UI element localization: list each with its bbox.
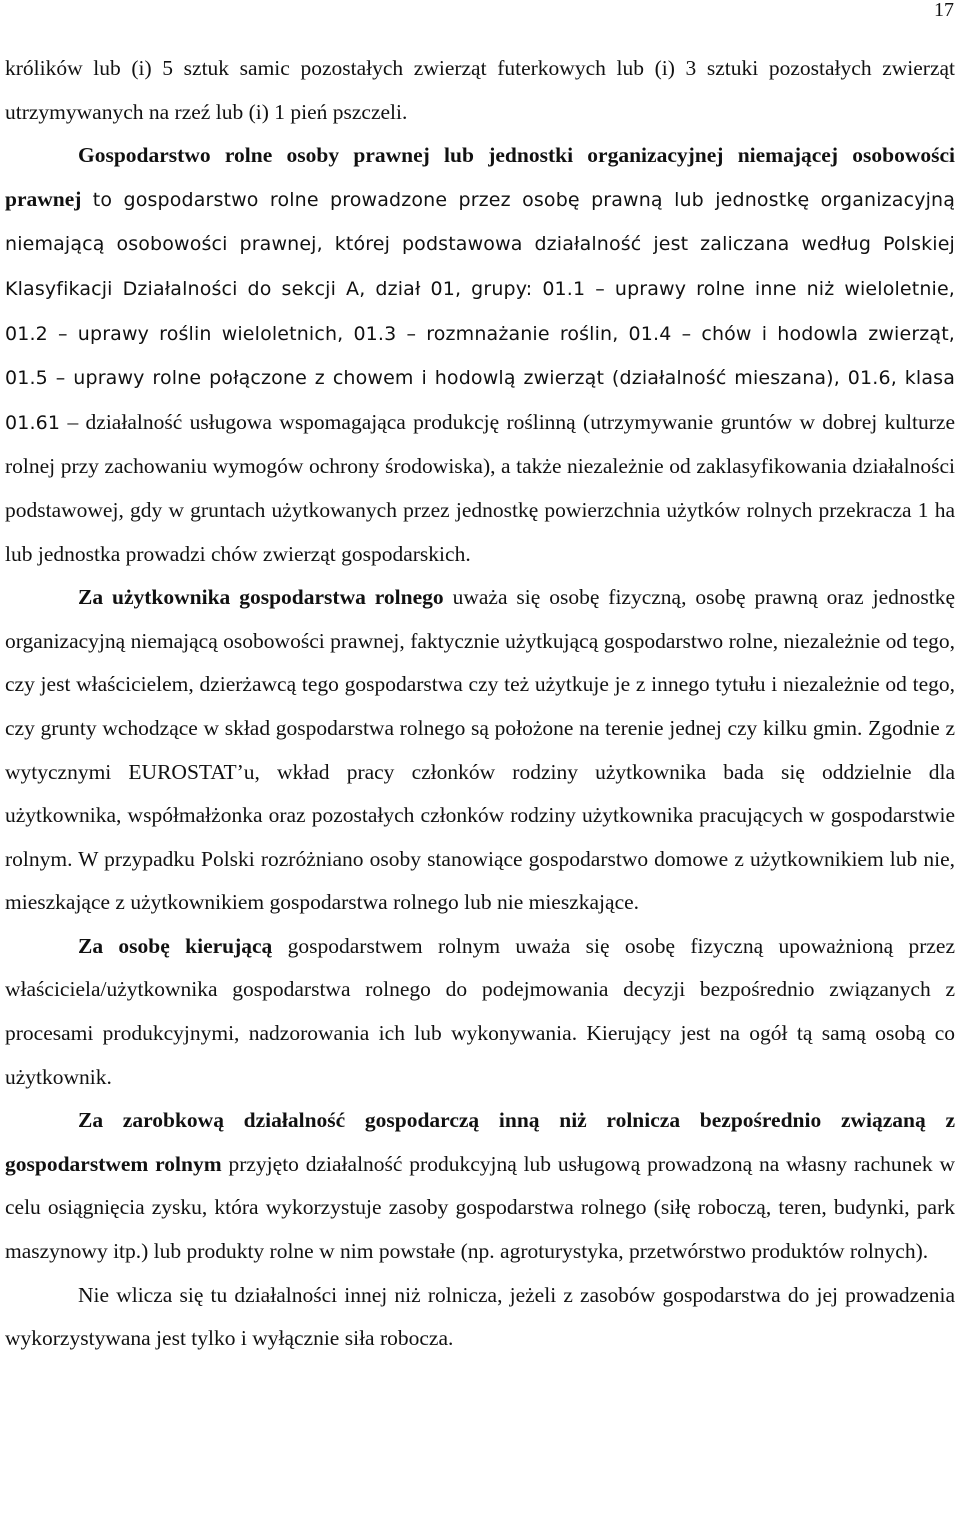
paragraph-text: uważa się osobę fizyczną, osobę prawną oraz jednostkę organizacyjną niemającą osobowości prawnej, faktycznie użytkującą gospodarstwo rolne, niezależnie od tego, czy jest właścicielem, dzierżawcą tego gospodarstwa czy też użytkuje je z innego tytułu i niezależnie od tego, czy grunty wchodzące w skład gospodarstwa rolnego są położone na terenie jednej czy kilku gmin. Zgodnie z wytycznymi EUROSTAT’u, wkład pracy członków rodziny użytkownika bada się oddzielnie dla użytkownika, współmałżonka oraz pozostałych członków rodziny użytkownika pracujących w gospodarstwie rolnym. W przypadku Polski rozróżniano osoby stanowiące gospodarstwo domowe z użytkownikiem lub nie, mieszkające z użytkownikiem gospodarstwa rolnego lub nie mieszkające. bbox=[5, 585, 955, 915]
paragraph-continuation bbox=[5, 47, 955, 134]
paragraph-text: – działalność usługowa wspomagająca produkcję roślinną (utrzymywanie gruntów w dobrej kulturze rolnej przy zachowaniu wymogów ochrony środowiska), a także niezależnie od zaklasyfikowania działalności podstawowej, gdy w gruntach użytkowanych przez jednostkę powierzchnia użytków rolnych przekracza 1 ha lub jednostka prowadzi chów zwierząt gospodarskich. bbox=[5, 409, 955, 566]
paragraph-definition-farm-manager bbox=[5, 925, 955, 1099]
document-body bbox=[5, 47, 955, 1361]
page-number: 17 bbox=[934, 0, 954, 21]
paragraph-text: gospodarstwem rolnym uważa się osobę fizyczną upoważnioną przez właściciela/użytkownika gospodarstwa rolnego do podejmowania decyzji bezpośrednio związanych z procesami produkcyjnymi, nadzorowania ich lub wykonywania. Kierujący jest na ogół tą samą osobą co użytkownik. bbox=[5, 933, 955, 1089]
paragraph-definition-farm-user bbox=[5, 576, 955, 925]
defined-term: Gospodarstwo rolne osoby prawnej lub jednostki organizacyjnej niemającej osobowości prawnej bbox=[5, 143, 955, 211]
defined-term: Za użytkownika gospodarstwa rolnego bbox=[78, 585, 444, 610]
paragraph-definition-legal-entity-farm bbox=[5, 134, 955, 576]
paragraph-text: przyjęto działalność produkcyjną lub usługową prowadzoną na własny rachunek w celu osiągnięcia zysku, która wykorzystuje zasoby gospodarstwa rolnego (siłę roboczą, teren, budynki, park maszynowy itp.) lub produkty rolne w nim powstałe (np. agroturystyka, przetwórstwo produktów rolnych). bbox=[5, 1151, 955, 1264]
paragraph-definition-non-agricultural-activity bbox=[5, 1099, 955, 1273]
paragraph-note bbox=[5, 1274, 955, 1361]
defined-term: Za osobę kierującą bbox=[78, 933, 273, 958]
paragraph-text: Nie wlicza się tu działalności innej niż rolnicza, jeżeli z zasobów gospodarstwa do jej prowadzenia wykorzystywana jest tylko i wyłącznie siła robocza. bbox=[5, 1282, 955, 1351]
paragraph-text-classification: to gospodarstwo rolne prowadzone przez osobę prawną lub jednostkę organizacyjną niemającą osobowości prawnej, której podstawowa działalność jest zaliczana według Polskiej Klasyfikacji Działalności do sekcji A, dział 01, grupy: 01.1 – uprawy rolne inne niż wieloletnie, 01.2 – uprawy roślin wieloletnich, 01.3 – rozmnażanie roślin, 01.4 – chów i hodowla zwierząt, 01.5 – uprawy rolne połączone z chowem i hodowlą zwierząt (działalność mieszana), 01.6, klasa 01.61 bbox=[5, 188, 955, 434]
defined-term: Za zarobkową działalność gospodarczą inną niż rolnicza bezpośrednio związaną z gospodarstwem rolnym bbox=[5, 1108, 955, 1176]
paragraph-text: królików lub (i) 5 sztuk samic pozostałych zwierząt futerkowych lub (i) 3 sztuki pozostałych zwierząt utrzymywanych na rzeź lub (i) 1 pień pszczeli. bbox=[5, 56, 955, 124]
